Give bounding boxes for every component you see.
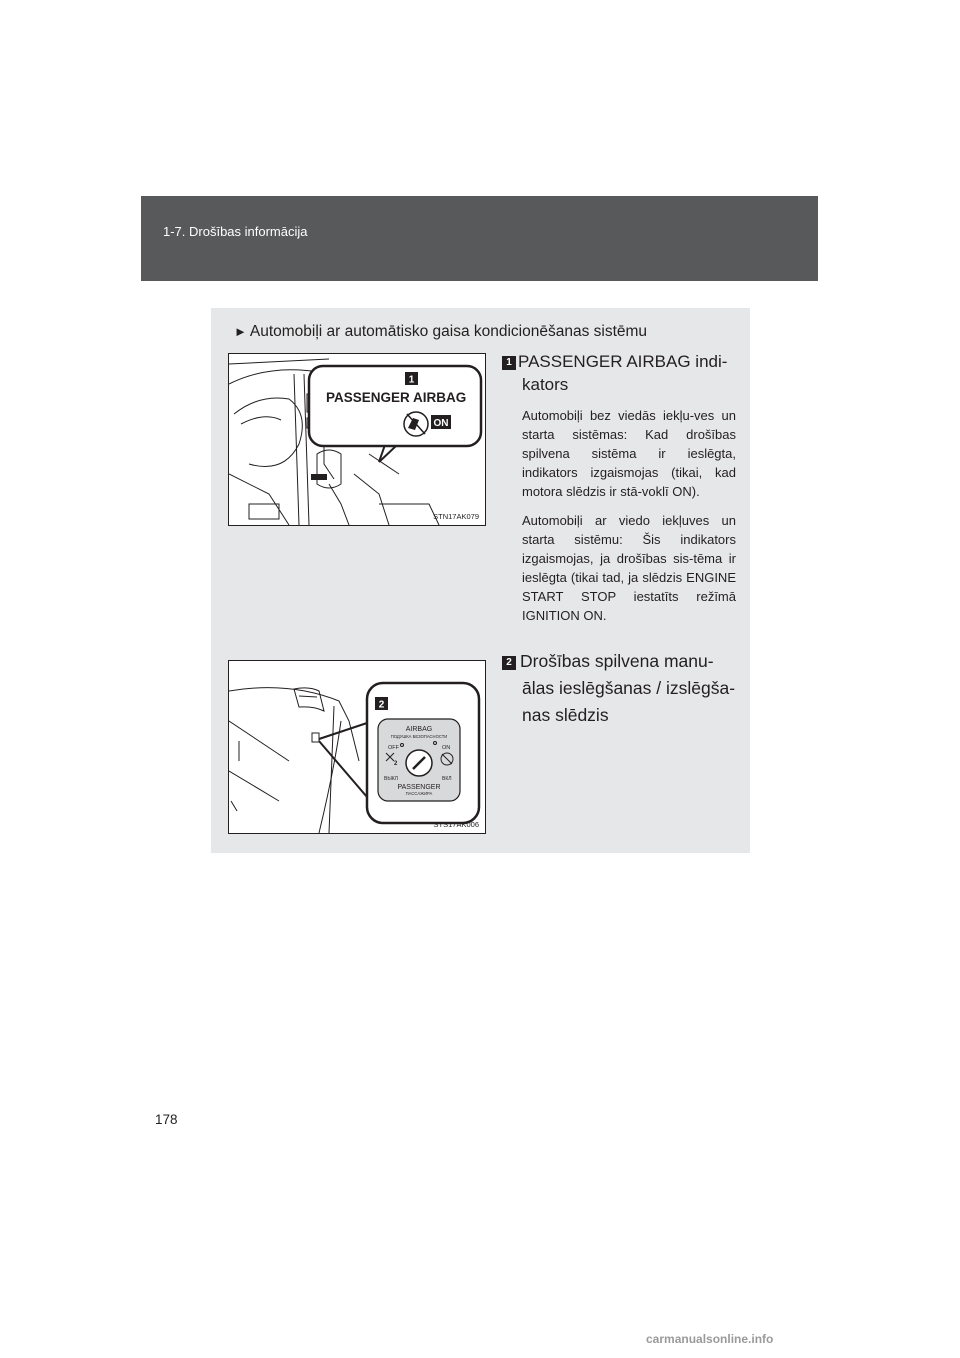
intro-line [234,323,647,341]
intro-text: Automobiļi ar automātisko gaisa kondicionēšanas sistēmu [249,323,648,340]
switch-label-on-ru: ВКЛ [442,776,452,782]
item1-title [502,350,740,396]
item1-number-badge: 1 [502,356,516,370]
section-header [141,196,818,281]
item-airbag-manual-switch [502,648,744,729]
switch-label-passenger-ru: ПАССАЖИРА [405,791,433,796]
figure-code: STN17AK079 [433,512,479,521]
switch-label-airbag-ru: ПОДУШКА БЕЗОПАСНОСТИ [390,734,448,739]
glovebox-illustration [229,661,485,833]
item-passenger-airbag-indicator [502,350,744,625]
item1-paragraph-2: Automobiļi ar viedo iekļuves un starta sistēmu: Šis indikators izgaismojas, ja drošības sis-tēma ir ieslēgta (tikai tad, ja slēdzis ENGINE START STOP iestatīts režīmā IGNITION ON. [522,513,736,623]
switch-label-on: ON [442,745,451,751]
content-panel [211,308,750,853]
item1-title-line1: PASSENGER AIRBAG indi- [518,352,728,371]
switch-label-off-ru: ВЫКЛ [384,776,398,782]
callout-number: 1 [408,374,415,386]
item2-title-line3: nas slēdzis [522,705,609,725]
figure-code: STS17AK006 [433,820,479,829]
watermark: carmanualsonline.info [646,1332,774,1346]
triangle-bullet-icon: ► [234,324,247,339]
item1-title-line2: kators [522,375,569,394]
item2-title-line1: Drošības spilvena manu- [520,651,714,671]
figure-passenger-airbag-indicator [228,353,486,526]
figure-airbag-manual-switch [228,660,486,834]
item2-number-badge: 2 [502,656,516,670]
item2-title [502,648,740,729]
item1-paragraph-1: Automobiļi bez viedās iekļu-ves un starta sistēmas: Kad drošības spilvena sistēma ir ieslēgta, indikators izgaismojas (tikai, kad motora slēdzis ir stā-voklī ON). [522,408,736,499]
switch-label-airbag: AIRBAG [405,726,433,733]
switch-label-passenger: PASSENGER [397,784,441,791]
switch-label-off: OFF [388,745,399,751]
section-title: 1-7. Drošības informācija [163,224,308,239]
on-badge-text: ON [433,418,449,429]
svg-text:2: 2 [394,761,398,767]
callout-number: 2 [378,699,385,711]
dashboard-illustration [229,354,485,525]
page-number: 178 [155,1112,178,1127]
callout-label: PASSENGER AIRBAG [326,390,467,405]
item2-title-line2: ālas ieslēgšanas / izslēgša- [522,678,736,698]
callout-frame [309,366,481,446]
